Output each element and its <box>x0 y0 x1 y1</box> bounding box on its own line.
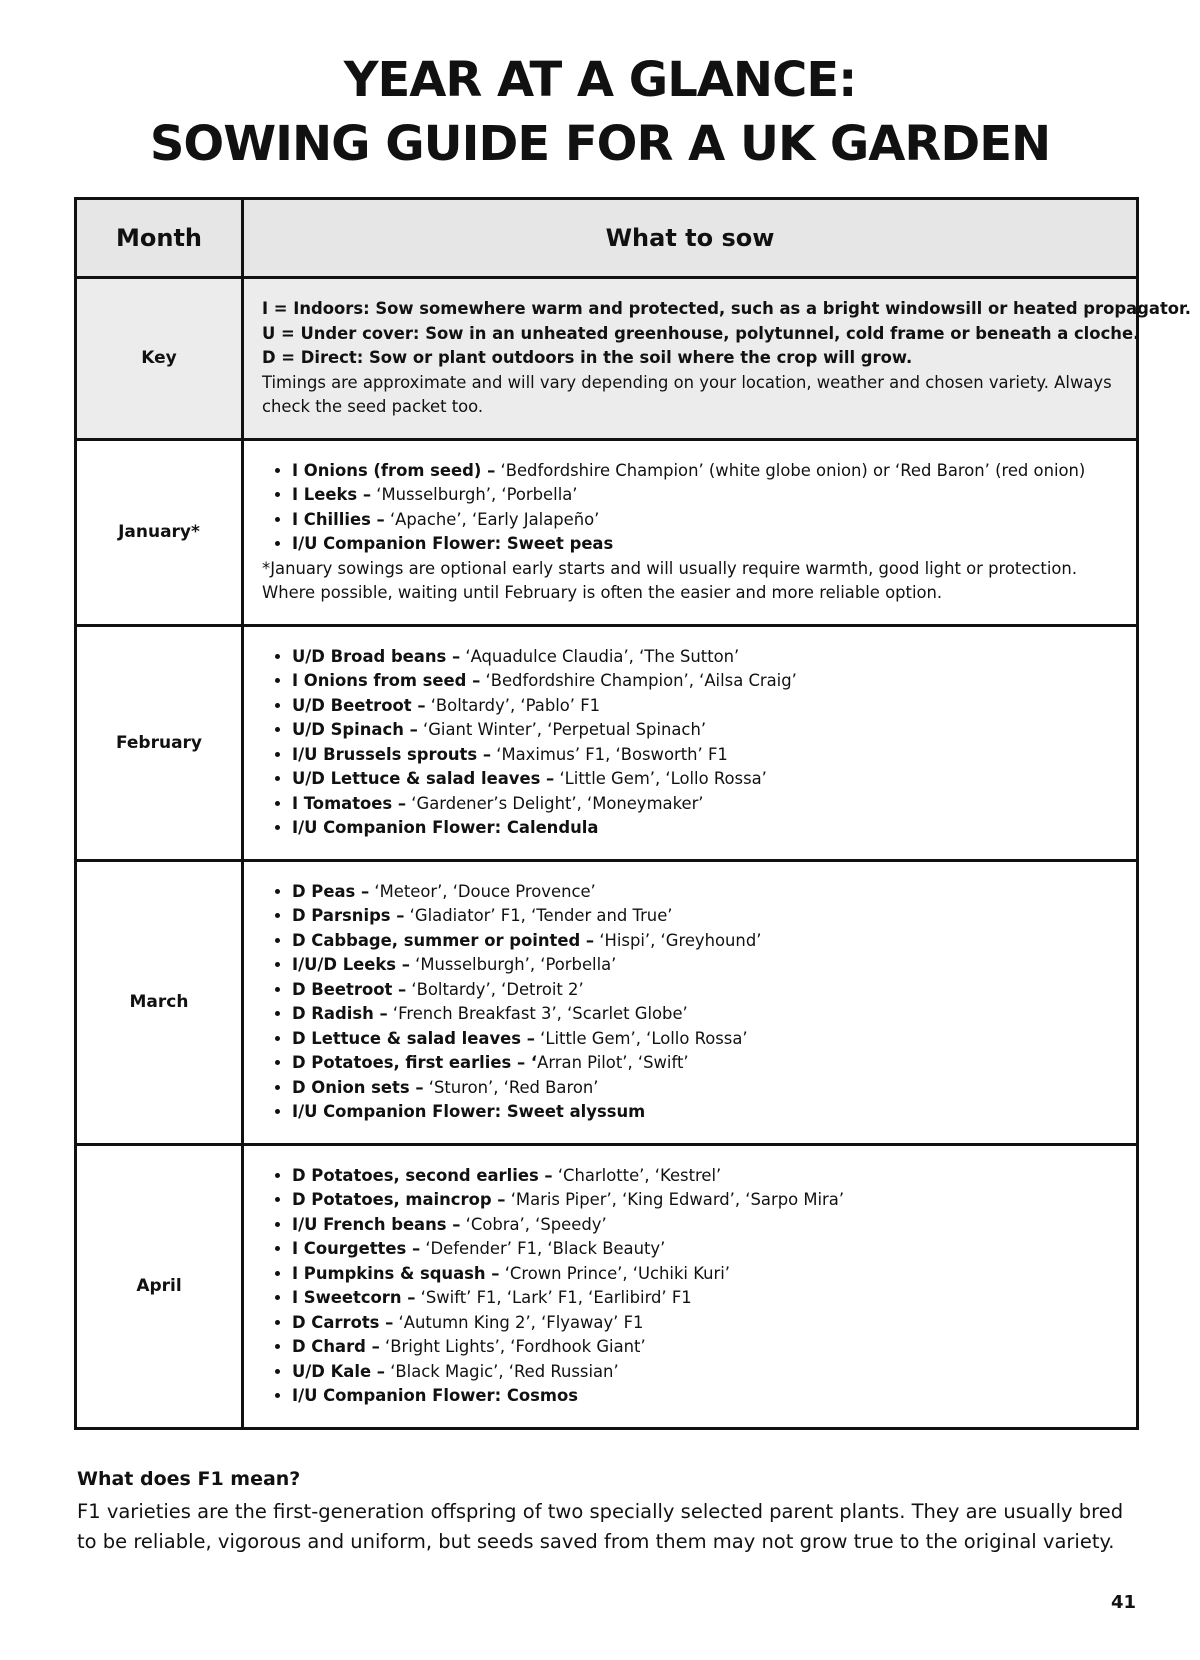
list-item <box>292 1027 1116 1052</box>
key-timing-note: Timings are approximate and will vary depending on your location, weather and chosen variety. Always check the seed packet too. <box>262 372 1112 416</box>
key-row <box>76 278 1138 440</box>
variety-names: ‘Bedfordshire Champion’ (white globe onion) or ‘Red Baron’ (red onion) <box>495 460 1086 480</box>
month-name: March <box>76 860 243 1144</box>
variety-names: ‘Giant Winter’, ‘Perpetual Spinach’ <box>417 720 707 739</box>
variety-names: Arran Pilot’, ‘Swift’ <box>537 1053 689 1072</box>
variety-names: ‘Gardener’s Delight’, ‘Moneymaker’ <box>406 793 704 813</box>
list-item <box>292 645 1116 670</box>
variety-names: ‘Boltardy’, ‘Pablo’ F1 <box>425 695 601 715</box>
sowing-list-cell <box>243 1144 1138 1428</box>
list-item <box>292 1213 1116 1238</box>
list-item <box>292 767 1116 792</box>
list-item <box>292 792 1116 817</box>
list-item <box>292 1076 1116 1101</box>
crop-name: I Pumpkins & squash – <box>292 1263 500 1283</box>
crop-name: I Onions (from seed) – <box>292 460 496 480</box>
crop-name: D Parsnips – <box>292 906 405 925</box>
crop-name: D Carrots – <box>292 1312 394 1332</box>
month-name: January* <box>76 439 243 625</box>
page-number: 41 <box>1110 1592 1136 1613</box>
sowing-guide-table <box>74 197 1192 1430</box>
list-item <box>292 1051 1116 1076</box>
sowing-list-cell <box>243 439 1138 625</box>
list-item <box>292 1002 1116 1027</box>
month-row <box>76 860 1138 1144</box>
variety-names: ‘Maximus’ F1, ‘Bosworth’ F1 <box>491 744 728 764</box>
variety-names: ‘Meteor’, ‘Douce Provence’ <box>369 881 596 901</box>
crop-name: D Potatoes, maincrop – <box>292 1190 506 1209</box>
key-label: Key <box>76 278 243 440</box>
variety-names: ‘Hispi’, ‘Greyhound’ <box>594 930 762 950</box>
key-under-cover-line: U = Under cover: Sow in an unheated greenhouse, polytunnel, cold frame or beneath a cloche. <box>262 323 1140 343</box>
variety-names: ‘Boltardy’, ‘Detroit 2’ <box>406 979 584 999</box>
list-item <box>292 508 1116 533</box>
crop-name: I/U/D Leeks – <box>292 955 410 974</box>
variety-names: ‘Musselburgh’, ‘Porbella’ <box>371 485 578 504</box>
list-item <box>292 1286 1116 1311</box>
crop-name: D Onion sets – <box>292 1077 424 1097</box>
list-item <box>292 1360 1116 1385</box>
crop-name: I Chillies – <box>292 509 385 529</box>
crop-name: I/U Companion Flower: Calendula <box>292 818 599 837</box>
sowing-list <box>262 459 1116 557</box>
sowing-list-cell <box>243 625 1138 860</box>
list-item <box>292 1237 1116 1262</box>
variety-names: ‘Apache’, ‘Early Jalapeño’ <box>384 509 600 529</box>
variety-names: ‘French Breakfast 3’, ‘Scarlet Globe’ <box>387 1004 688 1023</box>
list-item <box>292 1384 1116 1409</box>
variety-names: ‘Little Gem’, ‘Lollo Rossa’ <box>534 1028 748 1048</box>
crop-name: I/U Companion Flower: Sweet alyssum <box>292 1102 646 1121</box>
list-item <box>292 816 1116 841</box>
month-name: February <box>76 625 243 860</box>
key-indoors-line: I = Indoors: Sow somewhere warm and protected, such as a bright windowsill or heated propagator. <box>262 299 1192 318</box>
crop-name: I/U Companion Flower: Cosmos <box>292 1386 579 1405</box>
variety-names: ‘Black Magic’, ‘Red Russian’ <box>385 1361 619 1381</box>
variety-names: ‘Musselburgh’, ‘Porbella’ <box>409 955 617 974</box>
sowing-list-cell <box>243 860 1138 1144</box>
list-item <box>292 978 1116 1003</box>
crop-name: D Peas – <box>292 881 370 901</box>
variety-names: ‘Aquadulce Claudia’, ‘The Sutton’ <box>460 646 740 666</box>
list-item <box>292 459 1116 484</box>
variety-names: ‘Autumn King 2’, ‘Flyaway’ F1 <box>393 1312 644 1332</box>
crop-name: U/D Spinach – <box>292 720 418 739</box>
crop-name: D Potatoes, second earlies – <box>292 1165 553 1185</box>
month-row <box>76 625 1138 860</box>
month-row <box>76 439 1138 625</box>
what-to-sow-column-header: What to sow <box>243 199 1138 278</box>
variety-names: ‘Bedfordshire Champion’, ‘Ailsa Craig’ <box>480 671 797 690</box>
page-title <box>0 48 1200 176</box>
crop-name: I Leeks – <box>292 485 372 504</box>
crop-name: U/D Kale – <box>292 1361 386 1381</box>
list-item <box>292 1262 1116 1287</box>
table-header-row <box>76 199 1138 278</box>
title-line-2: SOWING GUIDE FOR A UK GARDEN <box>149 116 1051 172</box>
sowing-list <box>262 1164 1116 1409</box>
variety-names: ‘Maris Piper’, ‘King Edward’, ‘Sarpo Mira’ <box>505 1190 845 1209</box>
month-row <box>76 1144 1138 1428</box>
crop-name: U/D Broad beans – <box>292 646 461 666</box>
list-item <box>292 532 1116 557</box>
variety-names: ‘Little Gem’, ‘Lollo Rossa’ <box>554 769 767 788</box>
sowing-list <box>262 645 1116 841</box>
list-item <box>292 743 1116 768</box>
crop-name: U/D Lettuce & salad leaves – <box>292 769 555 788</box>
variety-names: ‘Swift’ F1, ‘Lark’ F1, ‘Earlibird’ F1 <box>415 1288 692 1307</box>
list-item <box>292 669 1116 694</box>
month-note: *January sowings are optional early starts and will usually require warmth, good light or protection. Where possible, waiting until February is often the easier and more reliable option. <box>262 558 1078 602</box>
key-content <box>243 278 1192 440</box>
list-item <box>292 880 1116 905</box>
list-item <box>292 1188 1116 1213</box>
crop-name: I/U Companion Flower: Sweet peas <box>292 534 614 553</box>
list-item <box>292 1335 1116 1360</box>
crop-name: U/D Beetroot – <box>292 695 426 715</box>
month-column-header: Month <box>76 199 243 278</box>
sowing-list <box>262 880 1116 1125</box>
crop-name: D Potatoes, first earlies – ‘ <box>292 1053 538 1072</box>
crop-name: I/U French beans – <box>292 1214 461 1234</box>
list-item <box>292 1311 1116 1336</box>
crop-name: D Cabbage, summer or pointed – <box>292 930 595 950</box>
variety-names: ‘Bright Lights’, ‘Fordhook Giant’ <box>379 1337 646 1356</box>
crop-name: D Beetroot – <box>292 979 407 999</box>
f1-explanation: F1 varieties are the first-generation offspring of two specially selected parent plants. They are usually bred to be reliable, vigorous and uniform, but seeds saved from them may not grow true to the original variety. <box>77 1500 1124 1553</box>
month-name: April <box>76 1144 243 1428</box>
list-item <box>292 904 1116 929</box>
f1-heading: What does F1 mean? <box>77 1468 301 1490</box>
crop-name: I/U Brussels sprouts – <box>292 744 492 764</box>
variety-names: ‘Cobra’, ‘Speedy’ <box>460 1214 607 1234</box>
crop-name: I Tomatoes – <box>292 793 407 813</box>
variety-names: ‘Sturon’, ‘Red Baron’ <box>423 1077 599 1097</box>
crop-name: I Courgettes – <box>292 1239 421 1258</box>
list-item <box>292 1164 1116 1189</box>
list-item <box>292 953 1116 978</box>
list-item <box>292 1100 1116 1125</box>
crop-name: I Sweetcorn – <box>292 1288 416 1307</box>
variety-names: ‘Gladiator’ F1, ‘Tender and True’ <box>404 906 673 925</box>
crop-name: D Lettuce & salad leaves – <box>292 1028 535 1048</box>
variety-names: ‘Defender’ F1, ‘Black Beauty’ <box>420 1239 666 1258</box>
variety-names: ‘Charlotte’, ‘Kestrel’ <box>552 1165 722 1185</box>
list-item <box>292 929 1116 954</box>
list-item <box>292 694 1116 719</box>
list-item <box>292 718 1116 743</box>
crop-name: D Chard – <box>292 1337 380 1356</box>
key-direct-line: D = Direct: Sow or plant outdoors in the soil where the crop will grow. <box>262 348 913 367</box>
variety-names: ‘Crown Prince’, ‘Uchiki Kuri’ <box>499 1263 731 1283</box>
crop-name: D Radish – <box>292 1004 388 1023</box>
crop-name: I Onions from seed – <box>292 671 481 690</box>
title-line-1: YEAR AT A GLANCE: <box>343 52 857 108</box>
list-item <box>292 483 1116 508</box>
